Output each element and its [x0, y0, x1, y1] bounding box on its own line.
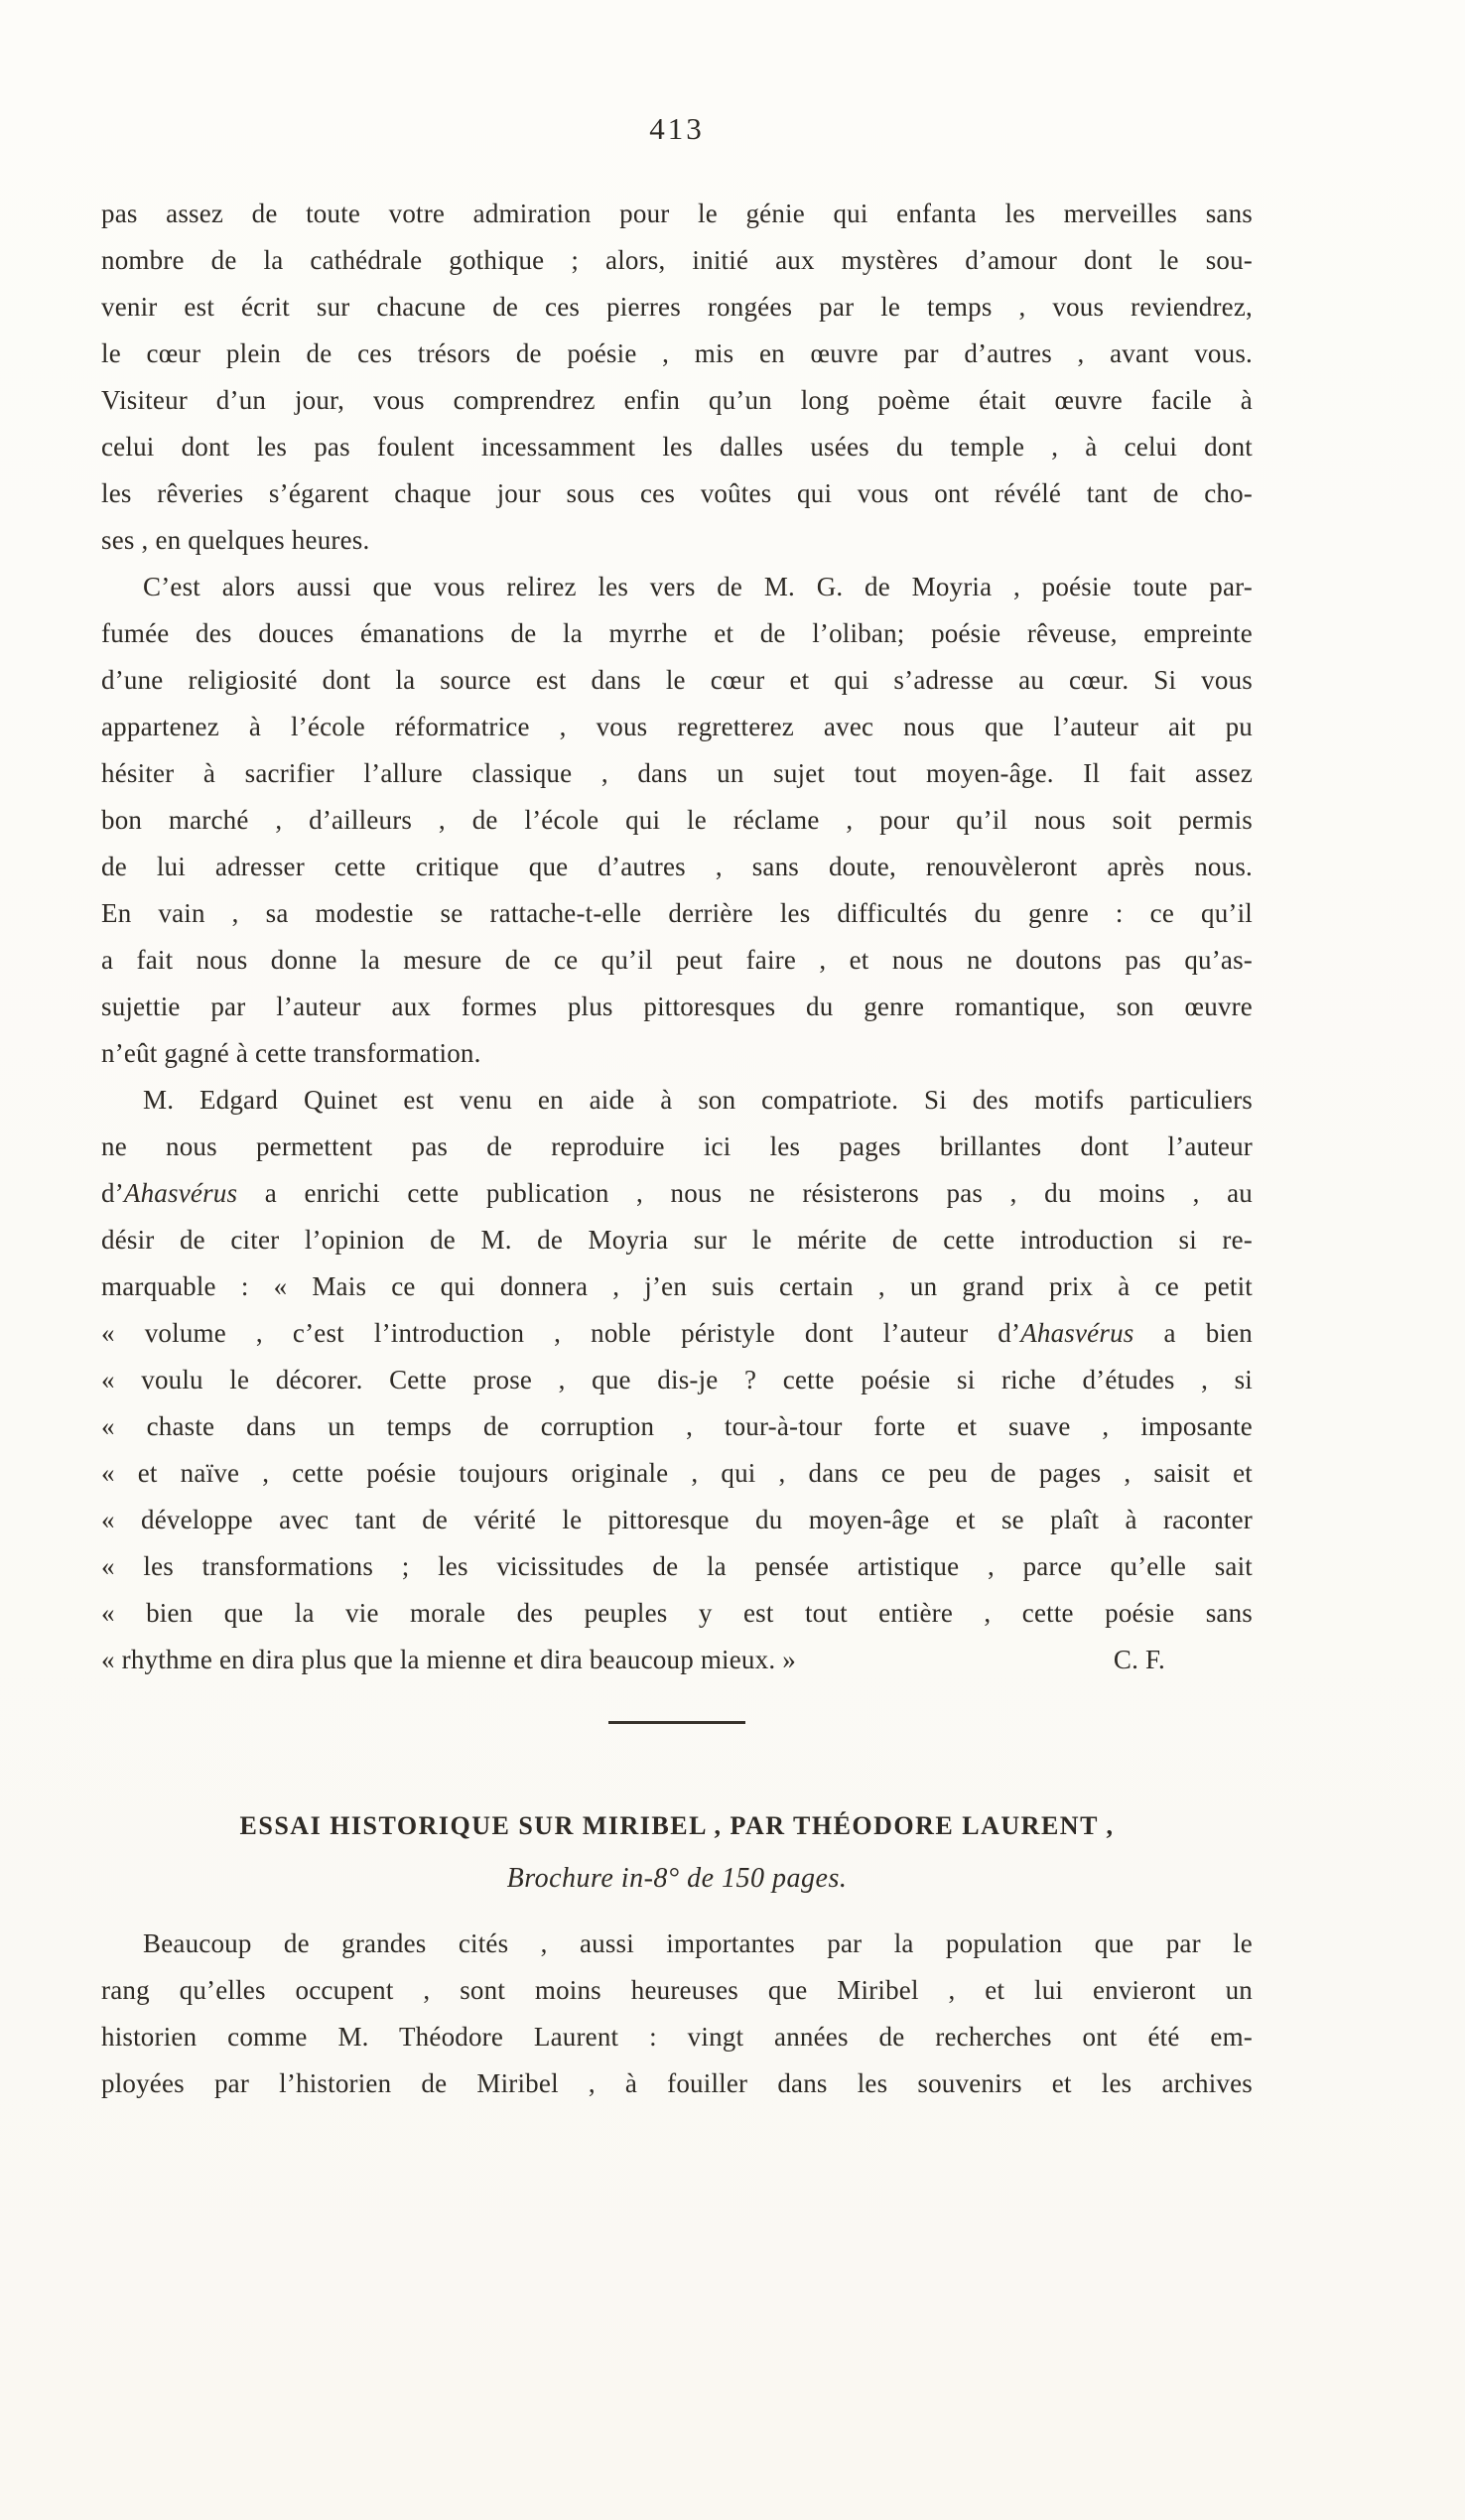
text-line: Visiteur d’un jour, vous comprendrez enfin qu’un long poème était œuvre facile à [101, 385, 1253, 415]
text-line: historien comme M. Théodore Laurent : vingt années de recherches ont été em- [101, 2022, 1253, 2052]
line-text: « rhythme en dira plus que la mienne et dira beaucoup mieux. » [101, 1645, 796, 1674]
review-text [101, 191, 1253, 1683]
text-line: Beaucoup de grandes cités , aussi importantes par la population que par le [143, 1928, 1253, 1958]
text-line: pas assez de toute votre admiration pour le génie qui enfanta les merveilles sans [101, 199, 1253, 228]
text-line: « développe avec tant de vérité le pittoresque du moyen-âge et se plaît à raconter [101, 1505, 1253, 1534]
text-line: celui dont les pas foulent incessamment les dalles usées du temple , à celui dont [101, 432, 1253, 462]
text-line: de lui adresser cette critique que d’autres , sans doute, renouvèleront après nous. [101, 852, 1253, 881]
essay-text [101, 1921, 1253, 2107]
text-line: « les transformations ; les vicissitudes de la pensée artistique , parce qu’elle sait [101, 1551, 1253, 1581]
text-line: ses , en quelques heures. [101, 525, 370, 555]
attribution: C. F. [1113, 1645, 1165, 1674]
italic-term: Ahasvérus [123, 1178, 238, 1208]
text-line [101, 1637, 1253, 1683]
text-line: appartenez à l’école réformatrice , vous regretterez avec nous que l’auteur ait pu [101, 712, 1253, 741]
text-line: marquable : « Mais ce qui donnera , j’en suis certain , un grand prix à ce petit [101, 1271, 1253, 1301]
text-line: rang qu’elles occupent , sont moins heureuses que Miribel , et lui envieront un [101, 1975, 1253, 2005]
text-line: M. Edgard Quinet est venu en aide à son compatriote. Si des motifs particuliers [143, 1085, 1253, 1115]
text-line: désir de citer l’opinion de M. de Moyria sur le mérite de cette introduction si re- [101, 1225, 1253, 1255]
text-line: hésiter à sacrifier l’allure classique , dans un sujet tout moyen-âge. Il fait assez [101, 758, 1253, 788]
text-line: C’est alors aussi que vous relirez les vers de M. G. de Moyria , poésie toute par- [143, 572, 1253, 601]
essay-heading: ESSAI HISTORIQUE SUR MIRIBEL , PAR THÉODORE LAURENT , [239, 1811, 1115, 1840]
page-content [101, 0, 1253, 2107]
text-line: a fait nous donne la mesure de ce qu’il peut faire , et nous ne doutons pas qu’as- [101, 945, 1253, 975]
text-line: En vain , sa modestie se rattache-t-elle derrière les difficultés du genre : ce qu’il [101, 898, 1253, 928]
page-number: 413 [649, 111, 705, 146]
text-line: « voulu le décorer. Cette prose , que dis-je ? cette poésie si riche d’études , si [101, 1365, 1253, 1394]
text-line: venir est écrit sur chacune de ces pierres rongées par le temps , vous reviendrez, [101, 292, 1253, 322]
text-line: fumée des douces émanations de la myrrhe et de l’oliban; poésie rêveuse, empreinte [101, 618, 1253, 648]
text-line: ne nous permettent pas de reproduire ici les pages brillantes dont l’auteur [101, 1131, 1253, 1161]
text-line: sujettie par l’auteur aux formes plus pittoresques du genre romantique, son œuvre [101, 992, 1253, 1021]
italic-term: Ahasvérus [1020, 1318, 1134, 1348]
text-line: « chaste dans un temps de corruption , tour-à-tour forte et suave , imposante [101, 1411, 1253, 1441]
text-line: nombre de la cathédrale gothique ; alors, initié aux mystères d’amour dont le sou- [101, 245, 1253, 275]
text-line: d’Ahasvérus a enrichi cette publication , nous ne résisterons pas , du moins , au [101, 1178, 1253, 1208]
text-line: bon marché , d’ailleurs , de l’école qui le réclame , pour qu’il nous soit permis [101, 805, 1253, 835]
section-separator [608, 1721, 745, 1724]
text-line: « volume , c’est l’introduction , noble péristyle dont l’auteur d’Ahasvérus a bien [101, 1318, 1254, 1348]
text-line: le cœur plein de ces trésors de poésie , mis en œuvre par d’autres , avant vous. [101, 338, 1253, 368]
essay-subtitle: Brochure in-8° de 150 pages. [506, 1863, 848, 1894]
text-line: n’eût gagné à cette transformation. [101, 1038, 481, 1068]
text-line: d’une religiosité dont la source est dans le cœur et qui s’adresse au cœur. Si vous [101, 665, 1253, 695]
text-line: « bien que la vie morale des peuples y est tout entière , cette poésie sans [101, 1598, 1253, 1628]
text-line: les rêveries s’égarent chaque jour sous ces voûtes qui vous ont révélé tant de cho- [101, 478, 1253, 508]
text-line: « et naïve , cette poésie toujours originale , qui , dans ce peu de pages , saisit et [101, 1458, 1253, 1488]
text-line: ployées par l’historien de Miribel , à fouiller dans les souvenirs et les archives [101, 2068, 1253, 2098]
